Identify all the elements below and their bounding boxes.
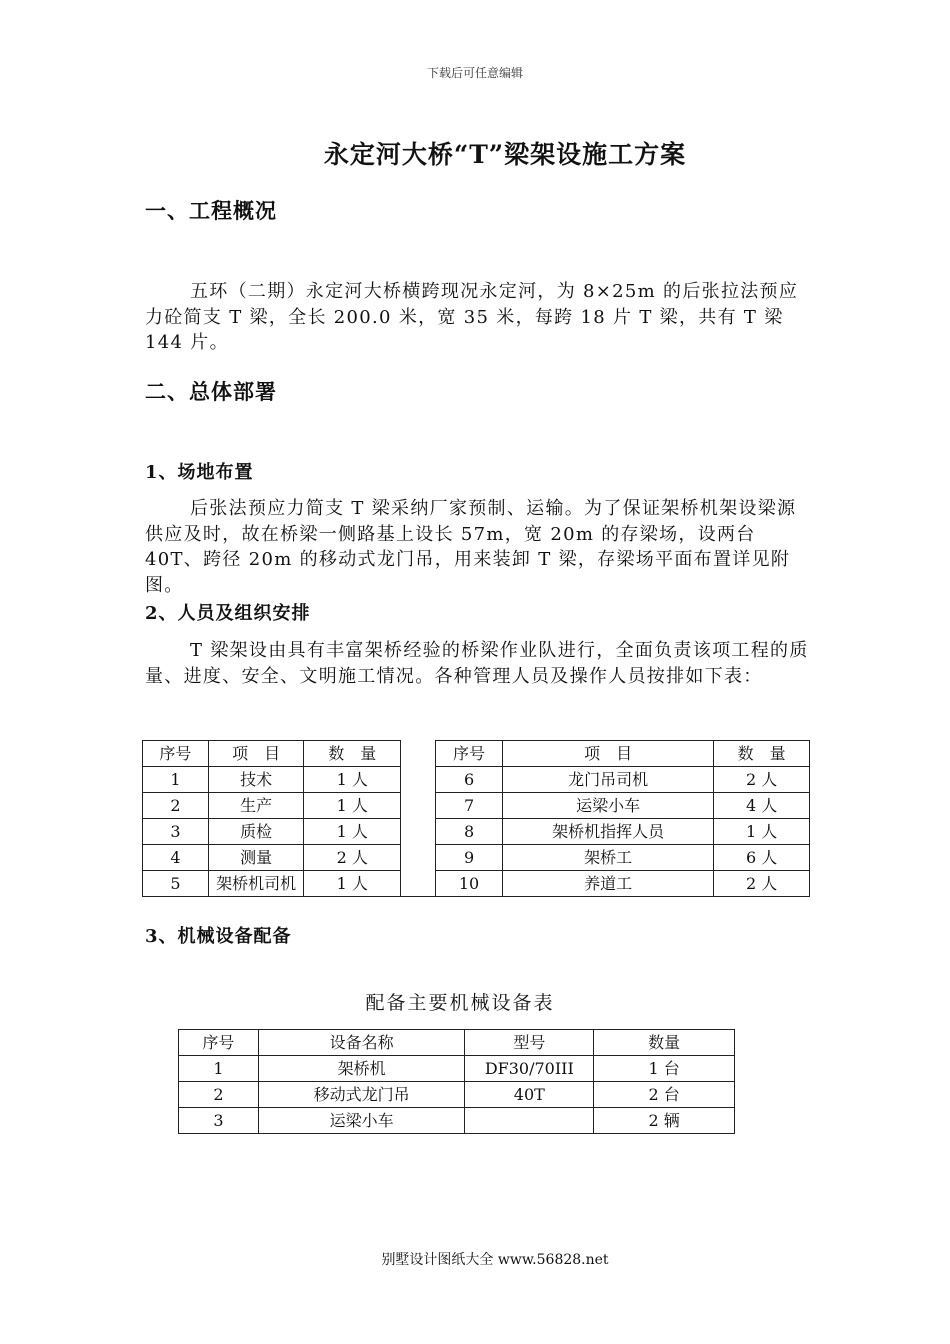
section-1-paragraph: 五环（二期）永定河大桥横跨现况永定河，为 8×25m 的后张拉法预应力砼简支 T 梁，全长 200.0 米，宽 35 米，每跨 18 片 T 梁，共有 T 梁 144 片。 bbox=[145, 281, 799, 353]
gap-cell bbox=[401, 741, 436, 767]
table-cell: 2 bbox=[179, 1082, 259, 1108]
table-cell: 1 台 bbox=[594, 1056, 735, 1082]
table-cell: 6 人 bbox=[714, 845, 810, 871]
table-row bbox=[143, 845, 810, 871]
header-cell: 数 量 bbox=[714, 741, 810, 767]
header-cell: 序号 bbox=[179, 1030, 259, 1056]
table-cell: 运梁小车 bbox=[258, 1108, 465, 1134]
table-cell: 1 人 bbox=[304, 819, 401, 845]
table-row bbox=[179, 1056, 735, 1082]
table-cell: 4 人 bbox=[714, 793, 810, 819]
table-cell: 1 bbox=[143, 767, 209, 793]
section-1-heading: 一、工程概况 bbox=[145, 198, 277, 223]
table-cell: 8 bbox=[436, 819, 503, 845]
document-title: 永定河大桥“T”梁架设施工方案 bbox=[323, 140, 687, 169]
table-cell: 2 人 bbox=[714, 767, 810, 793]
table-cell: 4 bbox=[143, 845, 209, 871]
equipment-table bbox=[178, 1029, 735, 1134]
table-cell: 1 人 bbox=[304, 793, 401, 819]
footer-note: 别墅设计图纸大全 www.56828.net bbox=[381, 1252, 609, 1268]
table-cell: 生产 bbox=[208, 793, 304, 819]
header-cell: 数量 bbox=[594, 1030, 735, 1056]
table-cell: 3 bbox=[179, 1108, 259, 1134]
table-row bbox=[179, 1108, 735, 1134]
header-cell: 型号 bbox=[465, 1030, 594, 1056]
table-cell: 40T bbox=[465, 1082, 594, 1108]
subsection-1-paragraph: 后张法预应力简支 T 梁采纳厂家预制、运输。为了保证架桥机架设梁源供应及时，故在桥梁一侧路基上设长 57m，宽 20m 的存梁场，设两台 40T、跨径 20m 的移动式龙门吊，用来装卸 T 梁，存梁场平面布置详见附图。 bbox=[145, 498, 797, 596]
gap-cell bbox=[401, 845, 436, 871]
table-cell: 架桥机指挥人员 bbox=[503, 819, 714, 845]
table-header-row bbox=[143, 741, 810, 767]
table-cell bbox=[465, 1108, 594, 1134]
table-cell: 技术 bbox=[208, 767, 304, 793]
header-note: 下载后可任意编辑 bbox=[426, 66, 523, 80]
staff-table bbox=[142, 740, 810, 897]
gap-cell bbox=[401, 871, 436, 897]
table-cell: 1 人 bbox=[304, 767, 401, 793]
table-cell: 运梁小车 bbox=[503, 793, 714, 819]
table-cell: 1 人 bbox=[714, 819, 810, 845]
table-cell: 测量 bbox=[208, 845, 304, 871]
table-row bbox=[143, 819, 810, 845]
header-cell: 数 量 bbox=[304, 741, 401, 767]
table-cell: 架桥工 bbox=[503, 845, 714, 871]
table-cell: 10 bbox=[436, 871, 503, 897]
table-cell: 移动式龙门吊 bbox=[258, 1082, 465, 1108]
table-cell: 6 bbox=[436, 767, 503, 793]
gap-cell bbox=[401, 793, 436, 819]
table-row bbox=[179, 1082, 735, 1108]
header-cell: 项 目 bbox=[208, 741, 304, 767]
table-row bbox=[143, 767, 810, 793]
table-row bbox=[143, 793, 810, 819]
table-cell: 架桥机司机 bbox=[208, 871, 304, 897]
header-cell: 序号 bbox=[143, 741, 209, 767]
table-cell: 2 辆 bbox=[594, 1108, 735, 1134]
table-caption: 配备主要机械设备表 bbox=[365, 992, 555, 1014]
section-2-heading: 二、总体部署 bbox=[145, 379, 277, 404]
table-cell: 1 人 bbox=[304, 871, 401, 897]
table-cell: 5 bbox=[143, 871, 209, 897]
table-cell: 2 bbox=[143, 793, 209, 819]
table-cell: 2 台 bbox=[594, 1082, 735, 1108]
gap-cell bbox=[401, 819, 436, 845]
table-cell: 2 人 bbox=[304, 845, 401, 871]
table-cell: 质检 bbox=[208, 819, 304, 845]
table-header-row bbox=[179, 1030, 735, 1056]
table-cell: 9 bbox=[436, 845, 503, 871]
table-cell: 架桥机 bbox=[258, 1056, 465, 1082]
subsection-2-paragraph: T 梁架设由具有丰富架桥经验的桥梁作业队进行，全面负责该项工程的质量、进度、安全、文明施工情况。各种管理人员及操作人员按排如下表： bbox=[145, 640, 809, 687]
header-cell: 设备名称 bbox=[258, 1030, 465, 1056]
table-cell: DF30/70III bbox=[465, 1056, 594, 1082]
table-cell: 3 bbox=[143, 819, 209, 845]
table-cell: 1 bbox=[179, 1056, 259, 1082]
subsection-3-heading: 3、机械设备配备 bbox=[145, 926, 292, 947]
header-cell: 序号 bbox=[436, 741, 503, 767]
table-cell: 2 人 bbox=[714, 871, 810, 897]
subsection-1-heading: 1、场地布置 bbox=[145, 462, 254, 483]
table-cell: 养道工 bbox=[503, 871, 714, 897]
header-cell: 项 目 bbox=[503, 741, 714, 767]
table-row bbox=[143, 871, 810, 897]
table-cell: 7 bbox=[436, 793, 503, 819]
table-cell: 龙门吊司机 bbox=[503, 767, 714, 793]
gap-cell bbox=[401, 767, 436, 793]
subsection-2-heading: 2、人员及组织安排 bbox=[145, 603, 311, 624]
